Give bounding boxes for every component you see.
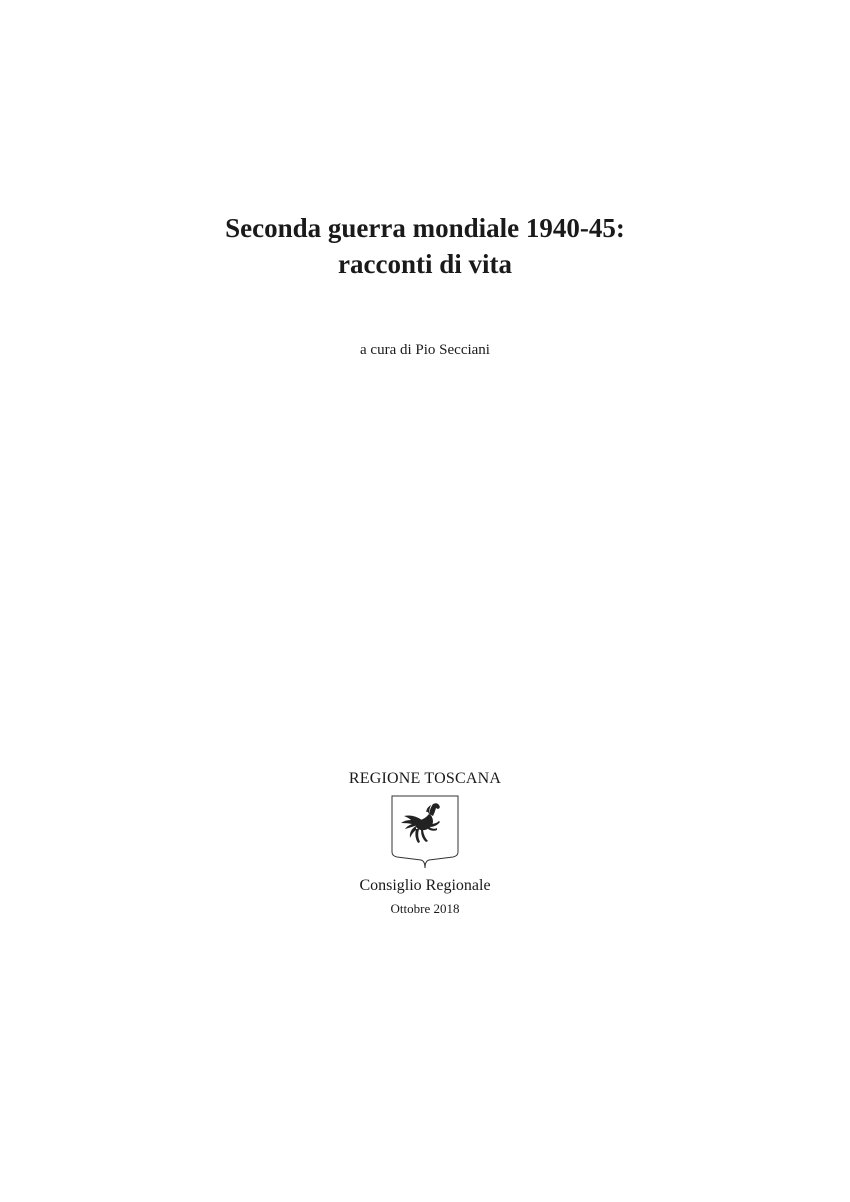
region-name: REGIONE TOSCANA [348,770,502,787]
title-line-2: racconti di vita [338,249,512,279]
publisher-block [0,768,850,919]
title-line-1: Seconda guerra mondiale 1940-45: [225,213,625,243]
book-title [0,210,850,282]
council-name: Consiglio Regionale [359,877,491,894]
pegasus-emblem-icon [389,794,461,870]
editor-credit: a cura di Pio Secciani [360,342,490,358]
publication-date: Ottobre 2018 [390,901,460,916]
